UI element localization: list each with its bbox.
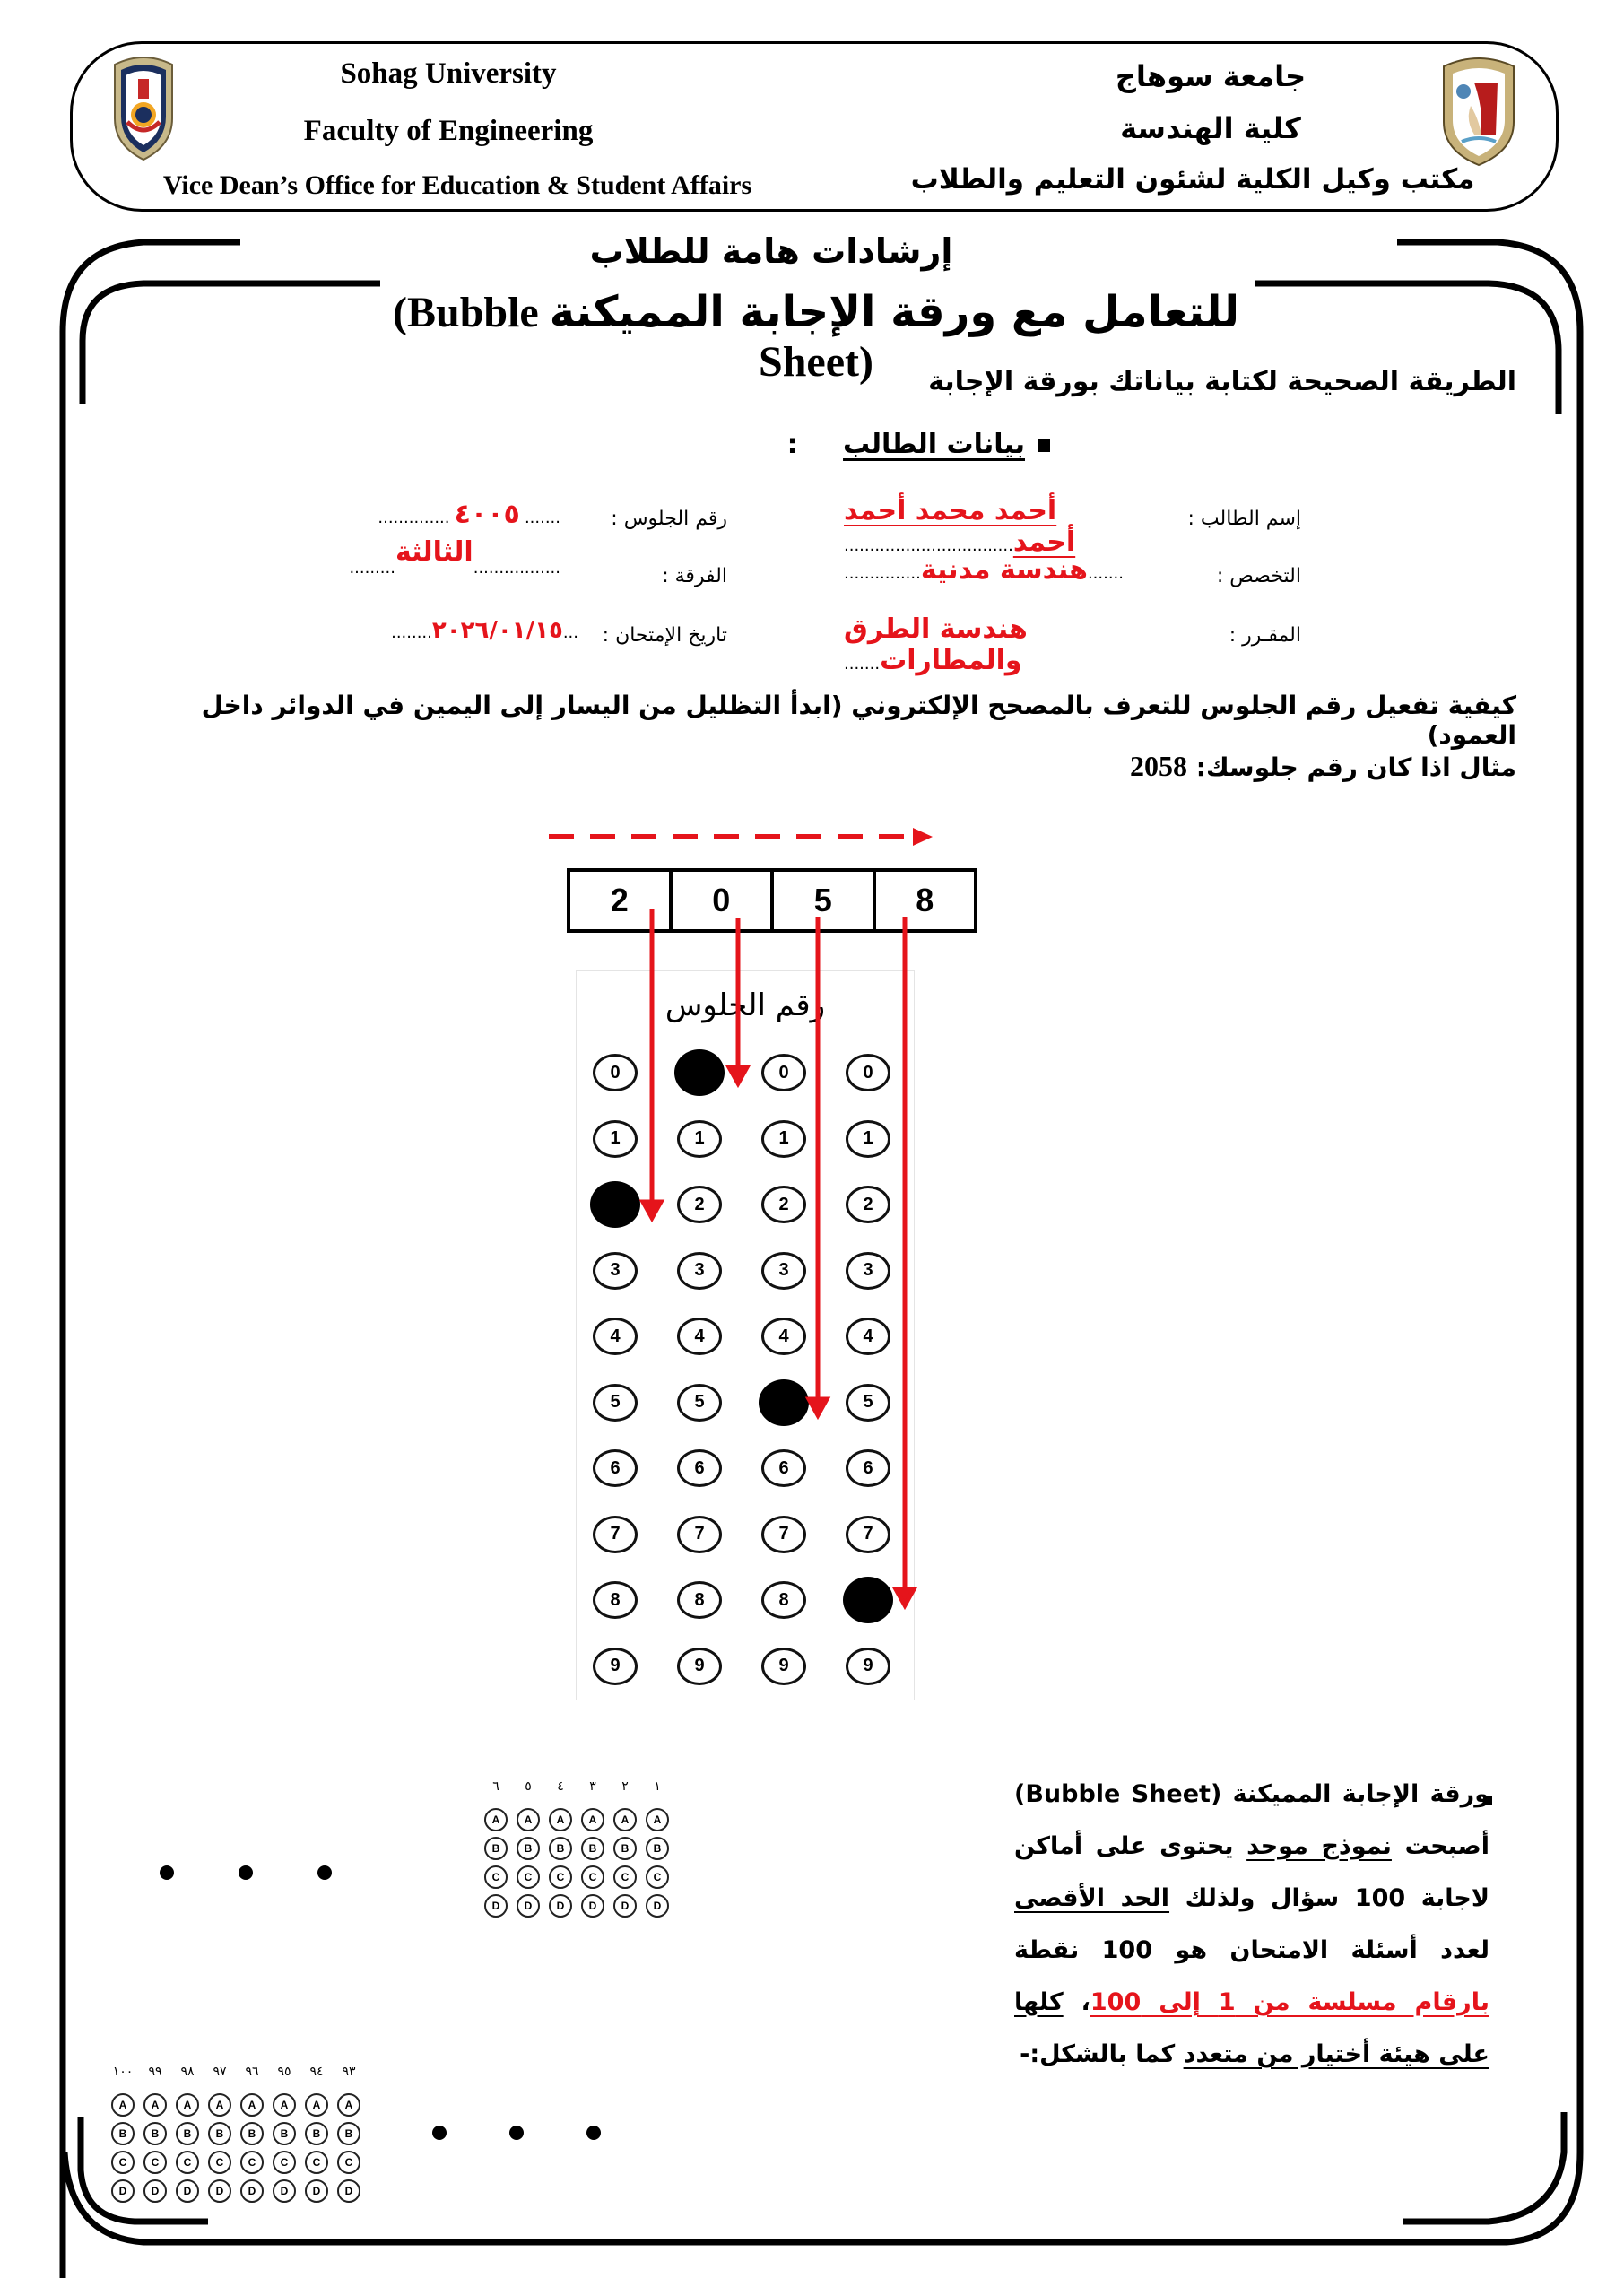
seat-number-field: ....... ٤٠٠٥ ..............: [378, 499, 560, 530]
seat-bubble: 9: [761, 1648, 806, 1685]
year-field: .................الثالثة.........: [349, 536, 560, 578]
specialization-field: .......هندسة مدنية...............: [844, 554, 1125, 586]
student-name-field: أحمد محمد أحمد أحمد.................................: [844, 495, 1076, 558]
seat-digits-box: [567, 868, 977, 933]
question-number: ٩٨: [180, 2065, 195, 2079]
question-number: ٩٤: [309, 2065, 324, 2079]
option-bubble-c: C: [646, 1866, 669, 1889]
seat-bubble: 9: [677, 1648, 722, 1685]
year-value: الثالثة: [395, 536, 473, 568]
option-bubble-d: D: [111, 2179, 135, 2203]
exam-date-field: ...٢٠٢٦/٠١/١٥........: [391, 617, 578, 644]
question-number: ٢: [621, 1779, 629, 1794]
dot-icon: [239, 1866, 253, 1880]
seat-bubble: 1: [593, 1120, 638, 1158]
option-bubble-d: D: [208, 2179, 231, 2203]
option-bubble-b: B: [176, 2122, 199, 2145]
option-bubble-c: C: [581, 1866, 604, 1889]
square-bullet-icon: [1038, 439, 1050, 452]
question-number: ٦: [492, 1779, 499, 1794]
option-bubble-c: C: [273, 2151, 296, 2174]
option-bubble-c: C: [517, 1866, 540, 1889]
subtitle-arabic: للتعامل مع ورقة الإجابة المميكنة: [549, 287, 1239, 337]
seat-example-number: 2058: [1130, 750, 1188, 782]
option-bubble-c: C: [208, 2151, 231, 2174]
dot-icon: [509, 2126, 524, 2140]
option-bubble-b: B: [240, 2122, 264, 2145]
seat-bubble: 7: [677, 1516, 722, 1553]
seat-digit-cell: 5: [774, 872, 876, 929]
subtitle-english: (Bubble Sheet): [393, 289, 873, 386]
ellipsis-dots-top: [160, 1866, 339, 1883]
option-bubble-c: C: [240, 2151, 264, 2174]
seat-bubble: 5: [677, 1384, 722, 1422]
option-bubble-c: C: [176, 2151, 199, 2174]
option-bubble-b: B: [646, 1837, 669, 1860]
option-bubble-d: D: [240, 2179, 264, 2203]
option-bubble-b: B: [549, 1837, 572, 1860]
option-bubble-d: D: [613, 1894, 637, 1918]
option-bubble-a: A: [484, 1808, 508, 1831]
dot-icon: [317, 1866, 332, 1880]
seat-bubble: 6: [761, 1449, 806, 1487]
student-data-heading: بيانات الطالب :: [787, 429, 1050, 460]
seat-digit-cell: 2: [570, 872, 673, 929]
seat-bubble: 6: [677, 1449, 722, 1487]
option-bubble-d: D: [484, 1894, 508, 1918]
specialization-label: التخصص :: [1216, 565, 1301, 587]
seat-number-value: ٤٠٠٥: [454, 499, 520, 530]
filled-bubble: [674, 1049, 725, 1096]
seat-bubble: 3: [593, 1252, 638, 1290]
year-label: الفرقة :: [662, 565, 727, 587]
option-bubble-b: B: [305, 2122, 328, 2145]
ellipsis-dots-bottom: [432, 2126, 612, 2144]
option-bubble-a: A: [337, 2093, 360, 2117]
option-bubble-c: C: [111, 2151, 135, 2174]
course-field: هندسة الطرق والمطارات.......: [844, 613, 1028, 676]
direction-arrow-icon: [545, 823, 940, 850]
option-bubble-a: A: [549, 1808, 572, 1831]
dot-icon: [432, 2126, 447, 2140]
question-number: ١٠٠: [112, 2065, 134, 2079]
course-label: المقـرر :: [1229, 624, 1301, 647]
seat-example-line: مثال اذا كان رقم جلوسك: 2058: [1130, 750, 1516, 782]
option-bubble-a: A: [517, 1808, 540, 1831]
option-bubble-d: D: [646, 1894, 669, 1918]
dot-icon: [586, 2126, 601, 2140]
question-number: ١: [654, 1779, 661, 1794]
seat-bubble: 1: [761, 1120, 806, 1158]
option-bubble-b: B: [337, 2122, 360, 2145]
seat-bubble: 9: [593, 1648, 638, 1685]
filled-bubble: [843, 1577, 893, 1623]
option-bubble-b: B: [111, 2122, 135, 2145]
option-bubble-c: C: [337, 2151, 360, 2174]
header-faculty-en: Faculty of Engineering: [303, 115, 594, 147]
answer-grid-sample-93-100: [111, 2065, 380, 2217]
seat-bubble: 3: [846, 1252, 890, 1290]
seat-bubble: 9: [846, 1648, 890, 1685]
option-bubble-a: A: [581, 1808, 604, 1831]
question-number: ٤: [557, 1779, 564, 1794]
option-bubble-d: D: [176, 2179, 199, 2203]
student-name-value: أحمد محمد أحمد أحمد: [844, 495, 1076, 558]
seat-bubble: 6: [593, 1449, 638, 1487]
seat-bubble: 4: [677, 1318, 722, 1355]
seat-digit-cell: 8: [916, 882, 934, 918]
option-bubble-c: C: [484, 1866, 508, 1889]
option-bubble-d: D: [305, 2179, 328, 2203]
seat-grid-title: رقم الجلوس: [664, 987, 826, 1023]
student-name-label: إسم الطالب :: [1187, 508, 1301, 530]
seat-bubble: 0: [761, 1054, 806, 1091]
option-bubble-a: A: [305, 2093, 328, 2117]
section-heading: الطريقة الصحيحة لكتابة بياناتك بورقة الإجابة: [928, 366, 1516, 397]
header-university-en: Sohag University: [340, 57, 557, 90]
dot-icon: [160, 1866, 174, 1880]
seat-bubble: 4: [846, 1318, 890, 1355]
option-bubble-b: B: [208, 2122, 231, 2145]
question-number: ٩٩: [148, 2065, 162, 2079]
seat-number-label: رقم الجلوس :: [611, 508, 727, 530]
question-number: ٥: [525, 1779, 532, 1794]
seat-instruction-line: كيفية تفعيل رقم الجلوس للتعرف بالمصحح الإلكتروني (ابدأ التظليل من اليسار إلى اليمين في الدوائر داخل العمود): [201, 691, 1516, 750]
question-number: ٩٣: [342, 2065, 356, 2079]
seat-bubble: 2: [761, 1186, 806, 1223]
option-bubble-b: B: [143, 2122, 167, 2145]
question-number: ٩٧: [213, 2065, 227, 2079]
seat-bubble: 2: [677, 1186, 722, 1223]
bubble-sheet-paragraph: ورقة الإجابة المميكنة (Bubble Sheet) أصبحت نموذج موحد يحتوى على أماكن لاجابة 100 سؤال ولذلك الحد الأقصى لعدد أسئلة الامتحان هو 100 نقطة بارقام مسلسة من 1 إلى 100، كلها على هيئة أختيار من متعدد كما بالشكل:-: [1014, 1780, 1489, 2068]
option-bubble-b: B: [273, 2122, 296, 2145]
header-office-ar: مكتب وكيل الكلية لشئون التعليم والطلاب: [910, 163, 1475, 196]
seat-digit-cell: 0: [673, 872, 775, 929]
exam-date-label: تاريخ الإمتحان :: [602, 624, 727, 647]
seat-bubble: 8: [677, 1581, 722, 1619]
seat-bubble: 6: [846, 1449, 890, 1487]
option-bubble-a: A: [143, 2093, 167, 2117]
question-number: ٩٥: [277, 2065, 291, 2079]
question-number: ٩٦: [245, 2065, 259, 2079]
seat-bubble: 7: [846, 1516, 890, 1553]
option-bubble-a: A: [646, 1808, 669, 1831]
seat-bubble: 2: [846, 1186, 890, 1223]
seat-bubble: 3: [761, 1252, 806, 1290]
seat-bubble: 4: [761, 1318, 806, 1355]
header-office-en: Vice Dean’s Office for Education & Student Affairs: [162, 170, 752, 200]
option-bubble-c: C: [549, 1866, 572, 1889]
seat-bubble: 5: [846, 1384, 890, 1422]
option-bubble-b: B: [613, 1837, 637, 1860]
seat-bubble: 0: [593, 1054, 638, 1091]
option-bubble-b: B: [484, 1837, 508, 1860]
seat-bubble-grid: [576, 970, 915, 1700]
seat-bubble: 1: [846, 1120, 890, 1158]
option-bubble-c: C: [143, 2151, 167, 2174]
filled-bubble: [759, 1379, 809, 1426]
seat-bubble: 7: [761, 1516, 806, 1553]
exam-date-value: ٢٠٢٦/٠١/١٥: [431, 617, 563, 644]
option-bubble-b: B: [517, 1837, 540, 1860]
option-bubble-a: A: [273, 2093, 296, 2117]
seat-bubble: 0: [846, 1054, 890, 1091]
option-bubble-a: A: [176, 2093, 199, 2117]
seat-bubble: 4: [593, 1318, 638, 1355]
option-bubble-a: A: [111, 2093, 135, 2117]
header-university-ar: جامعة سوهاج: [1115, 59, 1307, 93]
option-bubble-d: D: [273, 2179, 296, 2203]
option-bubble-c: C: [305, 2151, 328, 2174]
course-value: هندسة الطرق والمطارات: [844, 613, 1028, 676]
seat-bubble: 1: [677, 1120, 722, 1158]
option-bubble-d: D: [581, 1894, 604, 1918]
option-bubble-b: B: [581, 1837, 604, 1860]
page-title: إرشادات هامة للطلاب: [589, 231, 953, 271]
option-bubble-c: C: [613, 1866, 637, 1889]
seat-bubble: 7: [593, 1516, 638, 1553]
header-faculty-ar: كلية الهندسة: [1120, 111, 1301, 145]
question-number: ٣: [589, 1779, 596, 1794]
filled-bubble: [590, 1181, 640, 1228]
seat-bubble: 3: [677, 1252, 722, 1290]
option-bubble-d: D: [549, 1894, 572, 1918]
specialization-value: هندسة مدنية: [920, 554, 1088, 586]
seat-bubble: 8: [761, 1581, 806, 1619]
option-bubble-d: D: [517, 1894, 540, 1918]
option-bubble-d: D: [143, 2179, 167, 2203]
answer-grid-sample-1-6: [484, 1779, 673, 1932]
option-bubble-d: D: [337, 2179, 360, 2203]
option-bubble-a: A: [208, 2093, 231, 2117]
option-bubble-a: A: [240, 2093, 264, 2117]
seat-bubble: 5: [593, 1384, 638, 1422]
seat-bubble: 8: [593, 1581, 638, 1619]
option-bubble-a: A: [613, 1808, 637, 1831]
